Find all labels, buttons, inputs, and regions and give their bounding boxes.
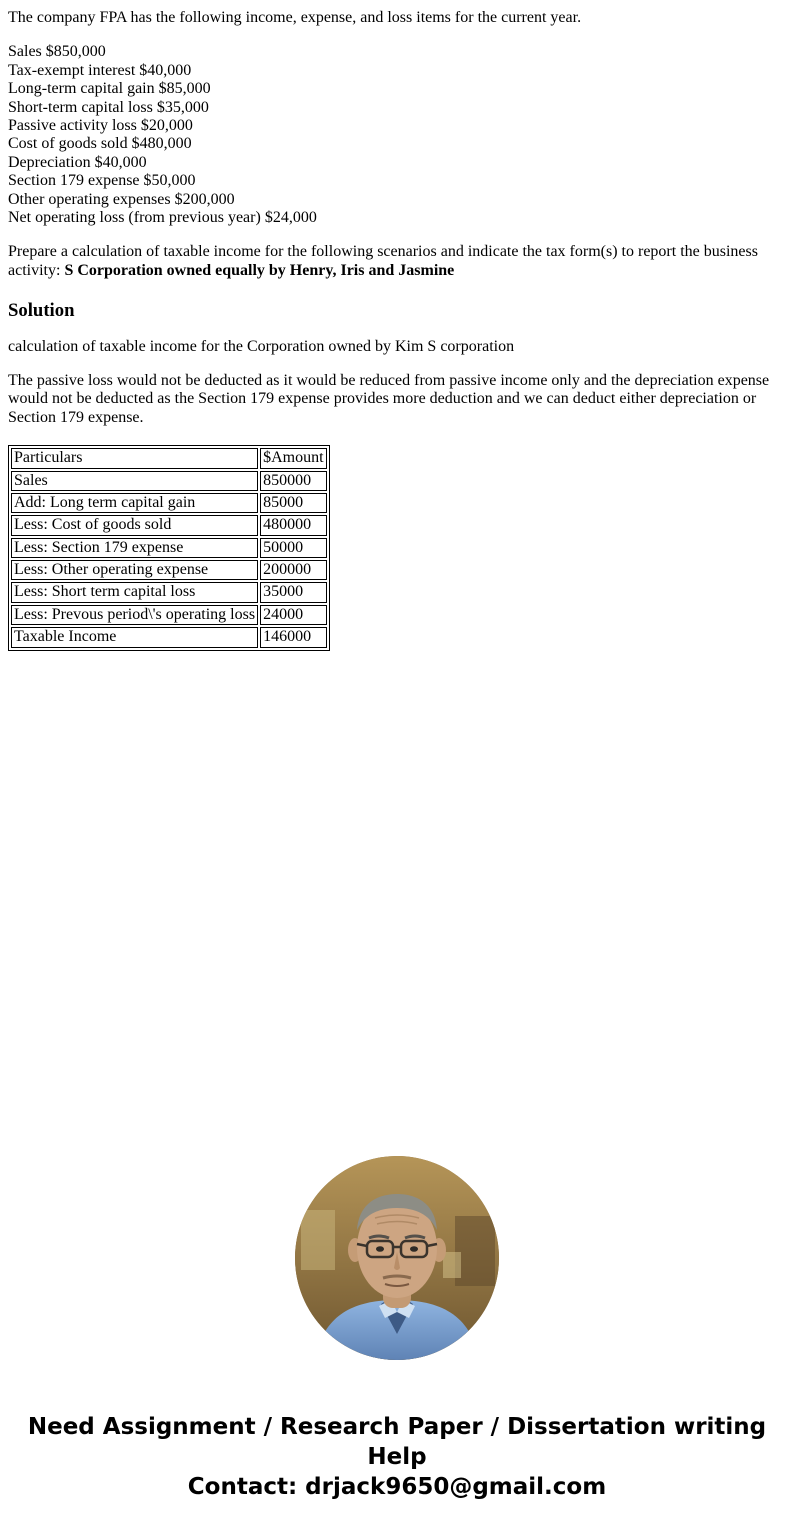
table-row xyxy=(11,538,327,558)
cell-amount: 200000 xyxy=(260,560,326,580)
scenario-bold-text: S Corporation owned equally by Henry, Iris and Jasmine xyxy=(64,261,455,279)
avatar-photo-illustration xyxy=(295,1156,499,1360)
cell-amount: 480000 xyxy=(260,515,326,535)
solution-heading: Solution xyxy=(8,300,75,322)
income-item: Cost of goods sold $480,000 xyxy=(8,135,192,153)
taxable-income-table xyxy=(8,445,330,651)
cell-amount: 850000 xyxy=(260,471,326,491)
cell-amount: 85000 xyxy=(260,493,326,513)
income-items-list xyxy=(8,43,786,227)
header-amount: $Amount xyxy=(260,448,326,468)
cell-amount: 50000 xyxy=(260,538,326,558)
table-row xyxy=(11,560,327,580)
solution-explanation: The passive loss would not be deducted as it would be reduced from passive income only and the depreciation expense would not be deducted as the Section 179 expense provides more deduction and we can deduct either depreciation or Section 179 expense. xyxy=(8,371,770,426)
table-row xyxy=(11,605,327,625)
income-item: Long-term capital gain $85,000 xyxy=(8,80,211,98)
income-item: Tax-exempt interest $40,000 xyxy=(8,61,192,79)
cell-particulars: Taxable Income xyxy=(11,627,258,647)
solution-subtext: calculation of taxable income for the Corporation owned by Kim S corporation xyxy=(8,337,515,355)
cell-particulars: Less: Short term capital loss xyxy=(11,582,258,602)
income-item: Section 179 expense $50,000 xyxy=(8,172,196,190)
table-row xyxy=(11,471,327,491)
cell-amount: 24000 xyxy=(260,605,326,625)
cell-particulars: Add: Long term capital gain xyxy=(11,493,258,513)
income-item: Depreciation $40,000 xyxy=(8,153,147,171)
header-particulars: Particulars xyxy=(11,448,258,468)
income-item: Passive activity loss $20,000 xyxy=(8,116,193,134)
income-item: Other operating expenses $200,000 xyxy=(8,190,235,208)
table-row xyxy=(11,627,327,647)
cell-amount: 35000 xyxy=(260,582,326,602)
table-row xyxy=(11,582,327,602)
table-row xyxy=(11,493,327,513)
table-header-row xyxy=(11,448,327,468)
intro-paragraph: The company FPA has the following income, expense, and loss items for the current year. xyxy=(8,9,582,26)
footer-promo xyxy=(27,1412,767,1502)
cell-particulars: Less: Other operating expense xyxy=(11,560,258,580)
cell-particulars: Less: Cost of goods sold xyxy=(11,515,258,535)
table-row xyxy=(11,515,327,535)
prompt-text: Prepare a calculation of taxable income for the following scenarios and indicate the tax form(s) to report the business activity: xyxy=(8,243,758,279)
income-item: Net operating loss (from previous year) $24,000 xyxy=(8,208,317,226)
cell-particulars: Sales xyxy=(11,471,258,491)
cell-particulars: Less: Section 179 expense xyxy=(11,538,258,558)
cell-particulars: Less: Prevous period\'s operating loss xyxy=(11,605,258,625)
footer-help-text: Need Assignment / Research Paper / Dissertation writing Help xyxy=(27,1413,767,1470)
footer-contact-text: Contact: drjack9650@gmail.com xyxy=(187,1473,607,1500)
cell-amount: 146000 xyxy=(260,627,326,647)
prompt-paragraph xyxy=(8,243,786,280)
income-item: Short-term capital loss $35,000 xyxy=(8,98,209,116)
income-item: Sales $850,000 xyxy=(8,43,106,61)
tutor-avatar xyxy=(295,1156,499,1360)
